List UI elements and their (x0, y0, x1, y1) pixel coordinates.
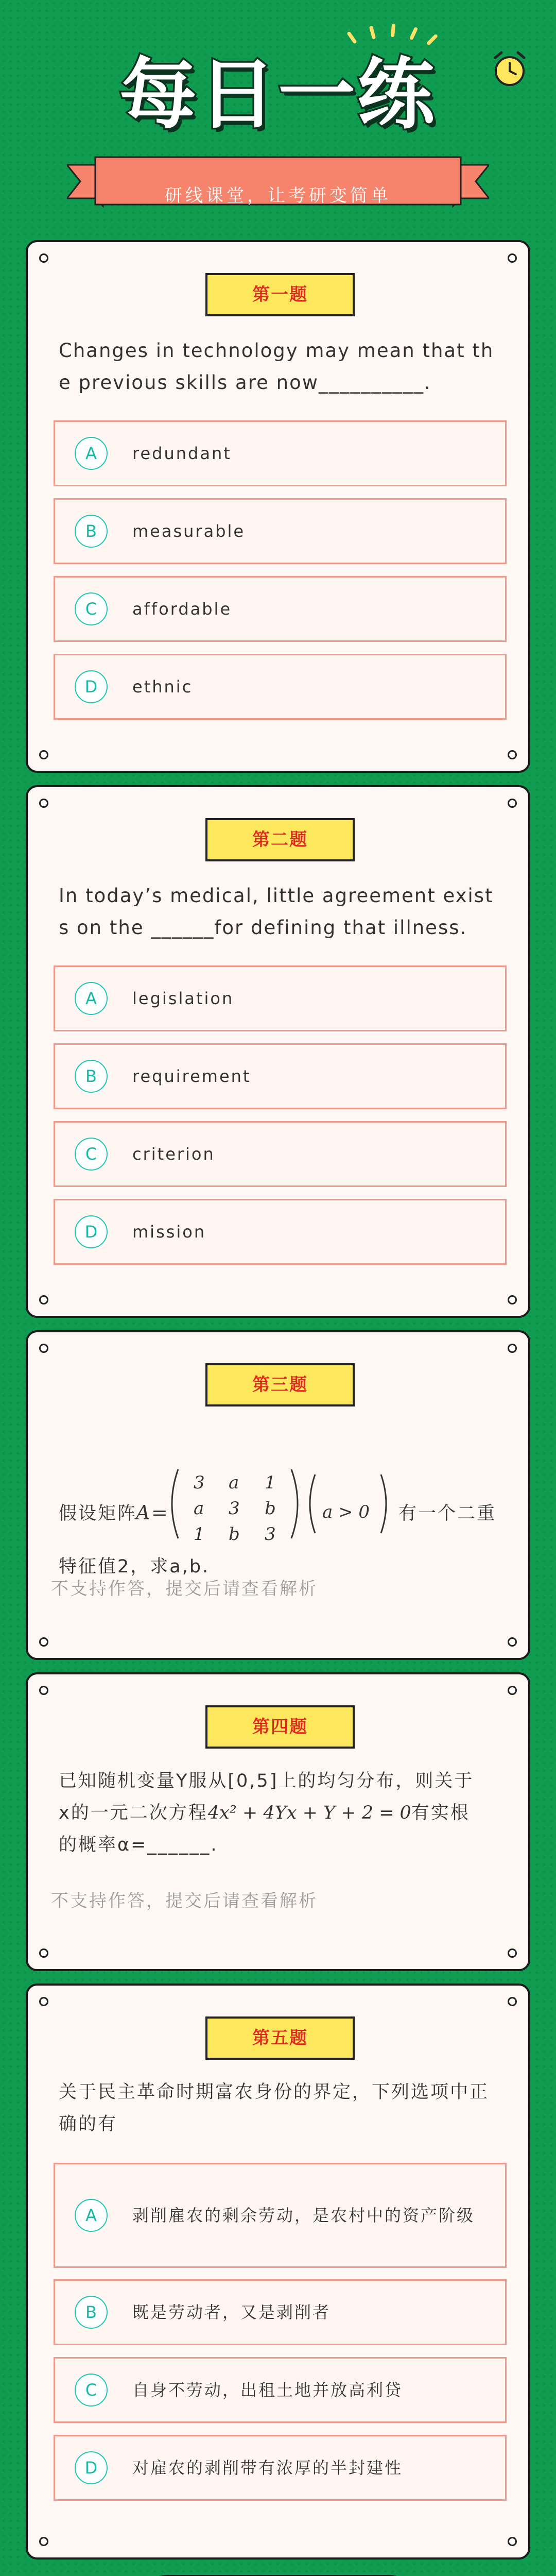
question-text: In today’s medical, little agreement exists on the ______for defining that illness. (59, 885, 494, 939)
pin-icon (508, 1637, 517, 1647)
svg-text:=: = (151, 1501, 168, 1524)
matrix-cell: 1 (194, 1524, 205, 1545)
pin-icon (39, 253, 48, 263)
question-card-3 (26, 1330, 530, 1660)
question-text: 关于民主革命时期富农身份的界定，下列选项中正确的有 (59, 2082, 490, 2134)
pin-icon (508, 253, 517, 263)
matrix-equation (59, 1450, 522, 1589)
option-c[interactable] (54, 2357, 507, 2423)
option-letter: B (75, 1060, 108, 1093)
question-card-5 (26, 1984, 530, 2560)
option-c[interactable] (54, 576, 507, 642)
pin-icon (508, 1997, 517, 2006)
pin-icon (39, 1997, 48, 2006)
text-prefix: 假设矩阵 (59, 1503, 137, 1524)
matrix-cell: 3 (229, 1498, 240, 1519)
matrix-condition: a > 0 (322, 1502, 370, 1522)
option-letter: A (75, 982, 108, 1015)
matrix-cell: a (194, 1498, 204, 1519)
pin-icon (39, 1948, 48, 1958)
option-text: ethnic (132, 677, 193, 697)
option-text: criterion (132, 1144, 215, 1164)
option-letter: D (75, 1215, 108, 1248)
question-text (59, 1765, 497, 1861)
pin-icon (39, 799, 48, 808)
question-label: 第五题 (205, 2016, 355, 2060)
option-a[interactable] (54, 420, 507, 486)
pin-icon (508, 1686, 517, 1695)
option-text: legislation (132, 989, 234, 1008)
pin-icon (508, 750, 517, 759)
option-letter: C (75, 592, 108, 625)
option-text: 剥削雇农的剩余劳动，是农村中的资产阶级 (132, 2206, 475, 2225)
pin-icon (39, 1344, 48, 1353)
question-card-1 (26, 240, 530, 773)
text-suffix: 有一个二重 (398, 1503, 497, 1524)
alarm-clock-icon (490, 49, 529, 89)
subtitle: 研线课堂，让考研变简单 (165, 185, 391, 206)
pin-icon (39, 750, 48, 759)
pin-icon (39, 2537, 48, 2546)
question-line-2: x的一元二次方程4x² + 4Yx + Y + 2 = 0有实根 (59, 1803, 470, 1823)
question-card-4 (26, 1672, 530, 1971)
option-letter: B (75, 515, 108, 548)
matrix-var: A (136, 1501, 150, 1524)
option-text: measurable (132, 521, 246, 541)
question-label: 第一题 (205, 273, 355, 316)
option-d[interactable] (54, 654, 507, 720)
option-text: mission (132, 1222, 206, 1242)
option-text: 自身不劳动，出租土地并放高利贷 (132, 2380, 403, 2400)
question-line-3: 的概率α=______. (59, 1835, 218, 1855)
no-answer-hint: 不支持作答，提交后请查看解析 (51, 1891, 318, 1911)
matrix-cell: 3 (194, 1472, 205, 1493)
option-letter: A (75, 2199, 108, 2232)
option-b[interactable] (54, 498, 507, 564)
matrix-cell: 1 (265, 1472, 276, 1493)
page-title: 每日一练 (119, 50, 437, 140)
option-text: 既是劳动者，又是剥削者 (132, 2302, 331, 2322)
matrix-cell: a (229, 1472, 239, 1493)
equation: 4x² + 4Yx + Y + 2 = 0 (207, 1803, 411, 1823)
option-d[interactable] (54, 2435, 507, 2501)
pin-icon (508, 2537, 517, 2546)
question-label: 第四题 (205, 1705, 355, 1749)
option-letter: C (75, 1138, 108, 1171)
option-letter: B (75, 2296, 108, 2329)
pin-icon (508, 1295, 517, 1304)
option-c[interactable] (54, 1121, 507, 1187)
question-label: 第二题 (205, 818, 355, 861)
option-a[interactable] (54, 2163, 507, 2268)
pin-icon (508, 1344, 517, 1353)
option-text: requirement (132, 1066, 251, 1086)
no-answer-hint: 不支持作答，提交后请查看解析 (51, 1579, 318, 1599)
option-letter: D (75, 670, 108, 703)
option-text: 对雇农的剥削带有浓厚的半封建性 (132, 2458, 403, 2478)
question-card-2 (26, 785, 530, 1318)
option-b[interactable] (54, 2279, 507, 2345)
pin-icon (508, 799, 517, 808)
text-line2: 特征值2，求a,b. (59, 1556, 210, 1577)
pin-icon (39, 1637, 48, 1647)
pin-icon (39, 1295, 48, 1304)
option-letter: C (75, 2374, 108, 2406)
option-text: affordable (132, 599, 232, 619)
question-text: Changes in technology may mean that the previous skills are now__________. (59, 340, 494, 394)
question-label: 第三题 (205, 1363, 355, 1406)
option-letter: A (75, 437, 108, 470)
option-a[interactable] (54, 965, 507, 1031)
matrix-cell: 3 (265, 1524, 276, 1545)
pin-icon (508, 1948, 517, 1958)
pin-icon (39, 1686, 48, 1695)
option-d[interactable] (54, 1199, 507, 1265)
option-text: redundant (132, 444, 232, 463)
question-line-1: 已知随机变量Y服从[0,5]上的均匀分布，则关于 (59, 1771, 474, 1791)
header (0, 0, 556, 227)
matrix-cell: b (265, 1498, 276, 1519)
option-letter: D (75, 2451, 108, 2484)
option-b[interactable] (54, 1043, 507, 1109)
matrix-cell: b (229, 1524, 240, 1545)
